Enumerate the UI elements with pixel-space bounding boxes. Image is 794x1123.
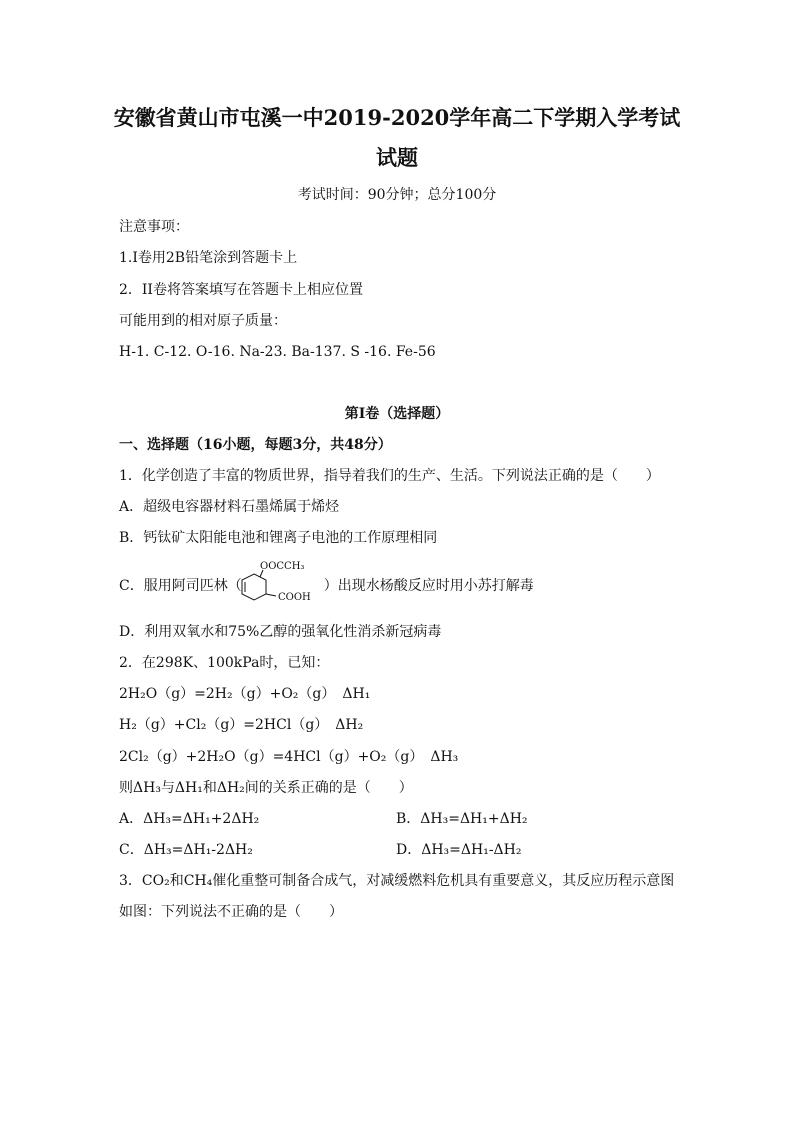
- q1-option-d: D．利用双氧水和75%乙醇的强氧化性消杀新冠病毒: [119, 624, 442, 640]
- atomic-mass-values: H-1. C-12. O-16. Na-23. Ba-137. S -16. Fe-56: [119, 344, 436, 360]
- q2-option-a: A．ΔH₃=ΔH₁+2ΔH₂: [119, 811, 260, 827]
- structure-label-acid: COOH: [278, 592, 311, 603]
- q1-option-b: B．钙钛矿太阳能电池和锂离子电池的工作原理相同: [119, 530, 438, 546]
- q3-stem-line-2: 如图：下列说法不正确的是（ ）: [119, 904, 343, 920]
- q1-option-c-after: ）出现水杨酸反应时用小苏打解毒: [323, 578, 534, 594]
- q1-option-a: A．超级电容器材料石墨烯属于烯烃: [119, 499, 340, 515]
- q2-option-d: D．ΔH₃=ΔH₁-ΔH₂: [396, 842, 522, 858]
- q2-equation-3: 2Cl₂（g）+2H₂O（g）=4HCl（g）+O₂（g） ΔH₃: [119, 749, 459, 765]
- exam-title-line1: 安徽省黄山市屯溪一中2019-2020学年高二下学期入学考试: [113, 105, 681, 130]
- q1-option-c: [119, 576, 534, 596]
- q2-equation-1: 2H₂O（g）=2H₂（g）+O₂（g） ΔH₁: [119, 686, 371, 702]
- q2-equation-2: H₂（g）+Cl₂（g）=2HCl（g） ΔH₂: [119, 717, 364, 733]
- notes-heading: 注意事项：: [119, 219, 189, 235]
- q1-option-c-before: C．服用阿司匹林（: [119, 578, 242, 594]
- q2-option-b: B．ΔH₃=ΔH₁+ΔH₂: [396, 811, 528, 827]
- benzene-ring: [242, 574, 266, 600]
- notes-item-2: 2．II卷将答案填写在答题卡上相应位置: [119, 282, 363, 298]
- substituent-bond-side: [266, 594, 276, 596]
- structure-label-ester: OOCCH₃: [260, 561, 305, 572]
- q2-stem: 2．在298K、100kPa时，已知：: [119, 655, 330, 671]
- aspirin-structure: [236, 560, 326, 610]
- q3-stem-line-1: 3．CO₂和CH₄催化重整可制备合成气，对减缓燃料危机具有重要意义，其反应历程示意图: [119, 873, 675, 889]
- q2-option-c: C．ΔH₃=ΔH₁-2ΔH₂: [119, 842, 253, 858]
- exam-title-line2: 试题: [376, 145, 418, 170]
- notes-item-1: 1.I卷用2B铅笔涂到答题卡上: [119, 250, 298, 266]
- section-title: 第I卷（选择题）: [344, 406, 450, 422]
- exam-info: 考试时间：90分钟；总分100分: [297, 187, 497, 203]
- q1-stem: 1．化学创造了丰富的物质世界，指导着我们的生产、生活。下列说法正确的是（ ）: [119, 468, 660, 484]
- atomic-mass-heading: 可能用到的相对原子质量：: [119, 313, 287, 329]
- q2-question: 则ΔH₃与ΔH₁和ΔH₂间的关系正确的是（ ）: [119, 780, 413, 796]
- section-subtitle: 一、选择题（16小题，每题3分，共48分）: [119, 437, 392, 453]
